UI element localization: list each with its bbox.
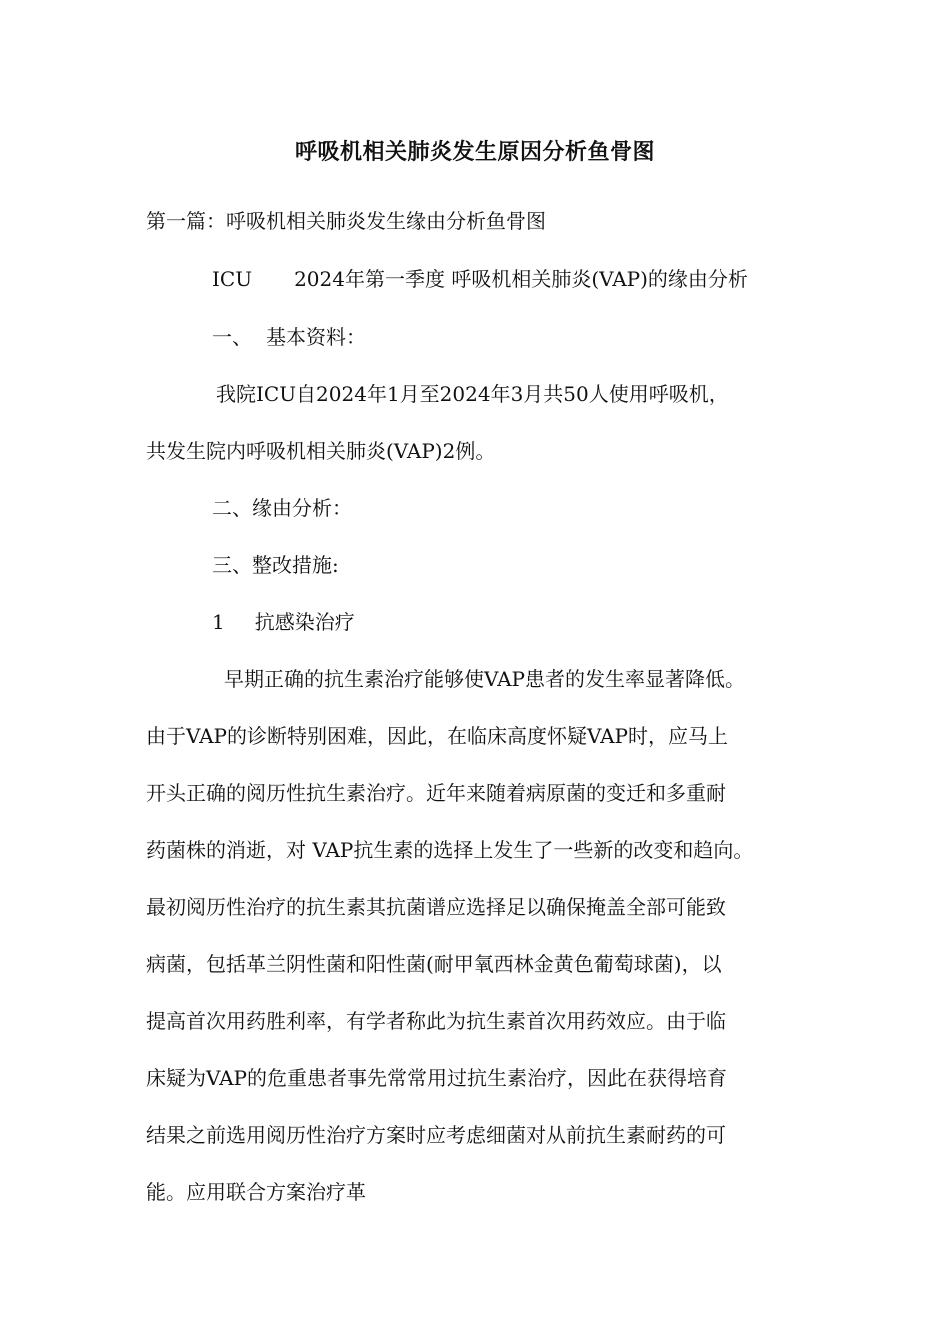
report-title-text: 2024年第一季度 呼吸机相关肺炎(VAP)的缘由分析 [294, 267, 748, 291]
body-line-3: 开头正确的阅历性抗生素治疗。近年来随着病原菌的变迁和多重耐 [146, 781, 726, 805]
document-title: 呼吸机相关肺炎发生原因分析鱼骨图 [294, 139, 655, 165]
body-line-10: 能。应用联合方案治疗革 [146, 1180, 366, 1204]
report-title [212, 264, 748, 294]
body-line-8: 床疑为VAP的危重患者事先常常用过抗生素治疗，因此在获得培育 [146, 1066, 727, 1090]
heading-number: 一、 [212, 325, 252, 349]
heading-cause-analysis: 二、缘由分析： [212, 496, 352, 520]
body-line-6: 病菌，包括革兰阴性菌和阳性菌(耐甲氧西林金黄色葡萄球菌)，以 [146, 952, 722, 976]
basic-info-line-2: 共发生院内呼吸机相关肺炎(VAP)2例。 [146, 439, 496, 463]
report-title-unit: ICU [212, 267, 253, 291]
body-line-2: 由于VAP的诊断特别困难，因此，在临床高度怀疑VAP时，应马上 [146, 724, 728, 748]
item-anti-infection [212, 607, 355, 637]
body-line-9: 结果之前选用阅历性治疗方案时应考虑细菌对从前抗生素耐药的可 [146, 1123, 726, 1147]
item-text: 抗感染治疗 [254, 610, 355, 634]
heading-basic-info [212, 322, 366, 352]
basic-info-line-1: 我院ICU自2024年1月至2024年3月共50人使用呼吸机， [216, 382, 729, 406]
body-line-4: 药菌株的消逝，对 VAP抗生素的选择上发生了一些新的改变和趋向。 [146, 838, 754, 862]
heading-rectification: 三、整改措施: [212, 553, 339, 577]
body-line-5: 最初阅历性治疗的抗生素其抗菌谱应选择足以确保掩盖全部可能致 [146, 895, 726, 919]
section-heading: 第一篇：呼吸机相关肺炎发生缘由分析鱼骨图 [146, 209, 546, 233]
body-line-7: 提高首次用药胜利率，有学者称此为抗生素首次用药效应。由于临 [146, 1009, 726, 1033]
heading-text: 基本资料： [266, 325, 366, 349]
body-line-1: 早期正确的抗生素治疗能够使VAP患者的发生率显著降低。 [224, 667, 745, 691]
item-number: 1 [212, 610, 225, 634]
